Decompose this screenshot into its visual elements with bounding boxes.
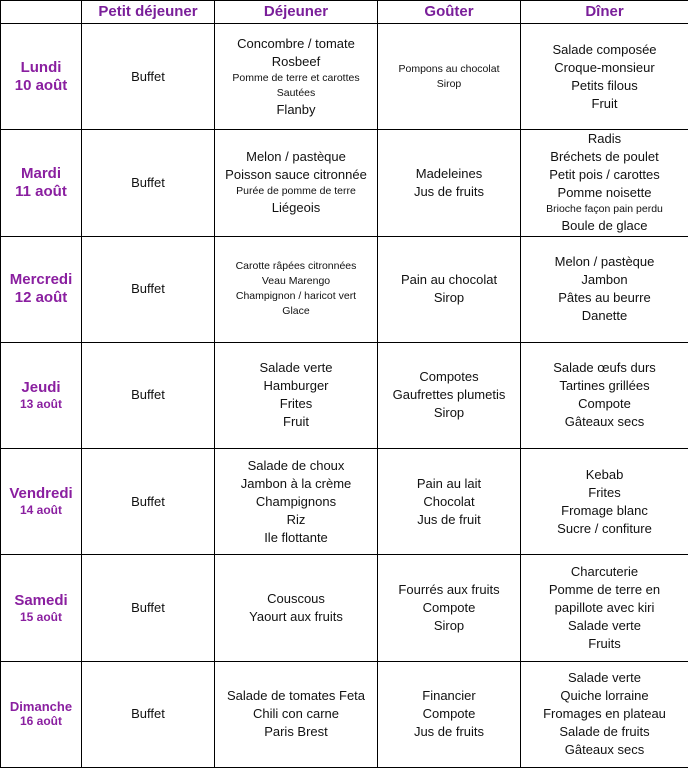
- header-breakfast: Petit déjeuner: [82, 1, 215, 24]
- snack-item: Pain au lait: [416, 475, 482, 491]
- snack-cell: [378, 449, 521, 555]
- dinner-item: Gâteaux secs: [564, 414, 645, 430]
- lunch-cell: [215, 449, 378, 555]
- breakfast-cell: [82, 555, 215, 661]
- snack-cell: [378, 342, 521, 448]
- day-row: [1, 449, 688, 555]
- breakfast-item: Buffet: [131, 387, 165, 403]
- day-date: 14 août: [19, 503, 62, 518]
- day-date: 13 août: [19, 396, 62, 411]
- breakfast-cell: [82, 661, 215, 767]
- day-label: [1, 449, 82, 555]
- day-label: [1, 236, 82, 342]
- lunch-item: Liégeois: [271, 200, 321, 216]
- lunch-cell: [215, 24, 378, 130]
- snack-item: Sirop: [433, 290, 465, 306]
- dinner-item: Tartines grillées: [559, 378, 650, 394]
- dinner-item: Petits filous: [571, 77, 638, 93]
- day-date: 11 août: [15, 182, 67, 200]
- breakfast-item: Buffet: [131, 281, 165, 297]
- snack-item: Pompons au chocolat: [398, 62, 500, 75]
- snack-item: Compotes: [419, 369, 479, 385]
- breakfast-cell: [82, 236, 215, 342]
- snack-cell: [378, 24, 521, 130]
- snack-item: Madeleines: [415, 165, 483, 181]
- lunch-item: Ile flottante: [264, 529, 328, 545]
- snack-item: Sirop: [436, 77, 462, 90]
- day-date: 12 août: [14, 289, 68, 307]
- dinner-item: Radis: [587, 131, 622, 147]
- lunch-item: Fruit: [283, 414, 309, 430]
- lunch-item: Champignons: [255, 493, 337, 509]
- snack-item: Jus de fruit: [417, 511, 481, 527]
- snack-item: Jus de fruits: [413, 724, 485, 740]
- day-row: [1, 130, 688, 236]
- lunch-item: Purée de pomme de terre: [236, 185, 356, 198]
- day-label: [1, 24, 82, 130]
- day-name: Jeudi: [21, 378, 61, 396]
- day-row: [1, 661, 688, 767]
- dinner-cell: [521, 130, 688, 236]
- day-name: Mardi: [20, 164, 61, 182]
- dinner-item: Jambon: [581, 272, 628, 288]
- lunch-item: Chili con carne: [253, 706, 339, 722]
- lunch-item: Salade de tomates Feta: [226, 688, 366, 704]
- lunch-item: Melon / pastèque: [246, 149, 346, 165]
- dinner-item: Croque-monsieur: [554, 59, 655, 75]
- dinner-item: Bréchets de poulet: [550, 149, 659, 165]
- lunch-item: Riz: [286, 511, 306, 527]
- dinner-item: Sucre / confiture: [557, 520, 652, 536]
- lunch-item: Flanby: [276, 101, 316, 117]
- day-row: [1, 236, 688, 342]
- lunch-item: Veau Marengo: [261, 275, 331, 288]
- snack-cell: [378, 130, 521, 236]
- snack-cell: [378, 236, 521, 342]
- dinner-cell: [521, 449, 688, 555]
- snack-item: Financier: [422, 688, 476, 704]
- snack-item: Sirop: [433, 618, 465, 634]
- lunch-cell: [215, 130, 378, 236]
- day-name: Dimanche: [9, 699, 73, 715]
- dinner-item: Boule de glace: [561, 218, 648, 234]
- day-name: Mercredi: [9, 271, 73, 289]
- lunch-item: Salade verte: [259, 360, 333, 376]
- breakfast-cell: [82, 130, 215, 236]
- snack-item: Gaufrettes plumetis: [392, 387, 506, 403]
- day-name: Lundi: [20, 58, 62, 76]
- lunch-item: Jambon à la crème: [240, 475, 352, 491]
- dinner-item: Pomme noisette: [557, 185, 652, 201]
- header-corner: [1, 1, 82, 24]
- day-row: [1, 342, 688, 448]
- day-row: [1, 555, 688, 661]
- breakfast-cell: [82, 342, 215, 448]
- day-date: 10 août: [14, 76, 68, 94]
- dinner-item: Pomme de terre en: [548, 582, 661, 598]
- breakfast-item: Buffet: [131, 493, 165, 509]
- dinner-item: Fromage blanc: [561, 502, 648, 518]
- dinner-item: Salade verte: [568, 670, 641, 686]
- lunch-cell: [215, 555, 378, 661]
- dinner-cell: [521, 342, 688, 448]
- dinner-item: Gâteaux secs: [564, 742, 645, 758]
- menu-body: [1, 24, 688, 768]
- day-date: 15 août: [19, 609, 62, 624]
- dinner-item: Compote: [578, 396, 631, 412]
- snack-item: Sirop: [433, 405, 465, 421]
- dinner-item: Salade de fruits: [559, 724, 650, 740]
- lunch-cell: [215, 236, 378, 342]
- header-snack: Goûter: [378, 1, 521, 24]
- dinner-cell: [521, 555, 688, 661]
- day-name: Vendredi: [9, 485, 73, 503]
- header-lunch: Déjeuner: [215, 1, 378, 24]
- dinner-item: Frites: [588, 484, 621, 500]
- breakfast-item: Buffet: [131, 174, 165, 190]
- breakfast-item: Buffet: [131, 600, 165, 616]
- dinner-item: Salade verte: [568, 618, 641, 634]
- breakfast-item: Buffet: [131, 68, 165, 84]
- day-label: [1, 130, 82, 236]
- snack-item: Compote: [422, 600, 476, 616]
- lunch-item: Glace: [282, 305, 310, 318]
- dinner-item: Danette: [581, 308, 628, 324]
- lunch-item: Rosbeef: [271, 53, 321, 69]
- lunch-item: Poisson sauce citronnée: [225, 167, 367, 183]
- dinner-item: Fromages en plateau: [543, 706, 666, 722]
- dinner-item: Melon / pastèque: [554, 254, 655, 270]
- lunch-cell: [215, 342, 378, 448]
- lunch-item: Sautées: [276, 86, 316, 99]
- dinner-cell: [521, 661, 688, 767]
- snack-item: Chocolat: [423, 493, 475, 509]
- dinner-item: Petit pois / carottes: [549, 167, 660, 183]
- dinner-cell: [521, 236, 688, 342]
- header-dinner: Dîner: [521, 1, 688, 24]
- snack-item: Compote: [422, 706, 476, 722]
- day-date: 16 août: [19, 714, 62, 729]
- day-name: Samedi: [14, 591, 68, 609]
- lunch-item: Carotte râpées citronnées: [235, 260, 357, 273]
- dinner-item: Fruit: [591, 95, 618, 111]
- lunch-item: Frites: [279, 396, 313, 412]
- dinner-cell: [521, 24, 688, 130]
- lunch-item: Pomme de terre et carottes: [232, 71, 360, 84]
- snack-item: Jus de fruits: [413, 183, 485, 199]
- lunch-item: Yaourt aux fruits: [249, 609, 343, 625]
- dinner-item: papillote avec kiri: [554, 600, 655, 616]
- lunch-item: Hamburger: [263, 378, 329, 394]
- snack-item: Pain au chocolat: [400, 272, 498, 288]
- dinner-item: Charcuterie: [570, 564, 639, 580]
- breakfast-cell: [82, 24, 215, 130]
- lunch-item: Salade de choux: [247, 457, 345, 473]
- lunch-item: Concombre / tomate: [237, 35, 355, 51]
- lunch-item: Couscous: [267, 591, 325, 607]
- dinner-item: Brioche façon pain perdu: [546, 203, 663, 216]
- snack-cell: [378, 661, 521, 767]
- lunch-item: Paris Brest: [264, 724, 328, 740]
- lunch-cell: [215, 661, 378, 767]
- day-row: [1, 24, 688, 130]
- snack-item: Fourrés aux fruits: [398, 582, 500, 598]
- dinner-item: Pâtes au beurre: [558, 290, 651, 306]
- breakfast-item: Buffet: [131, 706, 165, 722]
- dinner-item: Kebab: [585, 466, 624, 482]
- header-row: [1, 1, 688, 24]
- day-label: [1, 555, 82, 661]
- breakfast-cell: [82, 449, 215, 555]
- day-label: [1, 661, 82, 767]
- dinner-item: Quiche lorraine: [560, 688, 649, 704]
- dinner-item: Fruits: [588, 636, 621, 652]
- dinner-item: Salade composée: [552, 41, 657, 57]
- lunch-item: Champignon / haricot vert: [235, 290, 357, 303]
- snack-cell: [378, 555, 521, 661]
- dinner-item: Salade œufs durs: [553, 360, 656, 376]
- day-label: [1, 342, 82, 448]
